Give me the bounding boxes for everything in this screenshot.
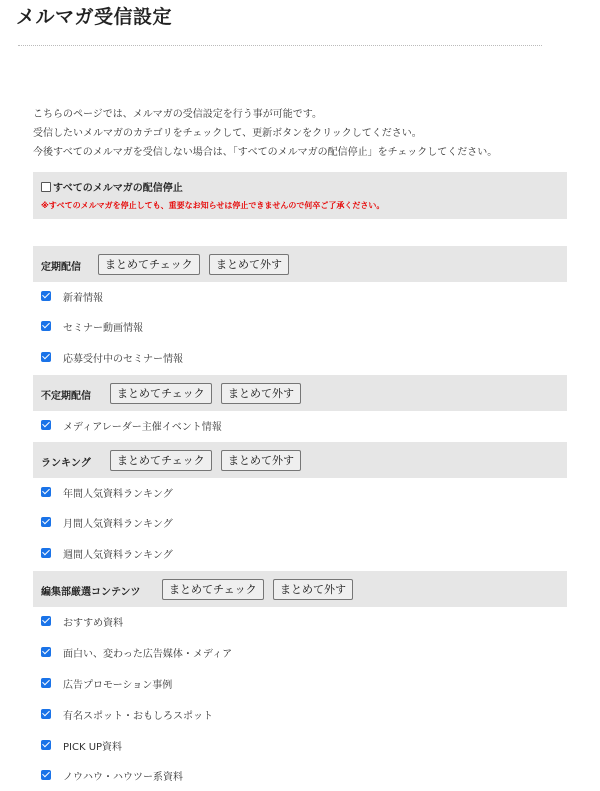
- check-all-button[interactable]: まとめてチェック: [98, 254, 200, 275]
- section-label: ランキング: [41, 458, 91, 469]
- intro-line: こちらのページでは、メルマガの受信設定を行う事が可能です。: [33, 109, 322, 120]
- section-header-regular: [33, 246, 567, 282]
- checkbox-item[interactable]: [41, 417, 222, 433]
- checkbox-item[interactable]: [41, 545, 173, 561]
- checkbox-item[interactable]: [41, 675, 172, 691]
- checkbox-item[interactable]: [41, 514, 173, 530]
- checkbox-label: 月間人気資料ランキング: [63, 518, 173, 530]
- checkbox-item[interactable]: [41, 706, 213, 722]
- check-all-button[interactable]: まとめてチェック: [110, 450, 212, 471]
- uncheck-all-button[interactable]: まとめて外す: [273, 579, 353, 600]
- checkbox-checked-icon[interactable]: [41, 678, 51, 688]
- stop-all-warning: ※すべてのメルマガを停止しても、重要なお知らせは停止できませんので何卒ご了承ください。: [41, 201, 385, 210]
- checkbox-label: メディアレーダー主催イベント情報: [63, 421, 222, 433]
- section-header-ranking: [33, 442, 567, 478]
- section-header-irregular: [33, 375, 567, 411]
- stop-all-option[interactable]: [41, 179, 183, 194]
- checkbox-label: 応募受付中のセミナー情報: [63, 353, 183, 365]
- uncheck-all-button[interactable]: まとめて外す: [221, 383, 301, 404]
- checkbox-label: 新着情報: [63, 292, 103, 304]
- checkbox-checked-icon[interactable]: [41, 420, 51, 430]
- stop-all-checkbox[interactable]: [41, 182, 51, 192]
- checkbox-label: 面白い、変わった広告媒体・メディア: [63, 648, 233, 660]
- checkbox-checked-icon[interactable]: [41, 517, 51, 527]
- checkbox-label: セミナー動画情報: [63, 322, 143, 334]
- section-label: 定期配信: [41, 262, 81, 273]
- checkbox-label: おすすめ資料: [63, 617, 124, 629]
- checkbox-checked-icon[interactable]: [41, 740, 51, 750]
- check-all-button[interactable]: まとめてチェック: [110, 383, 212, 404]
- checkbox-item[interactable]: [41, 737, 122, 753]
- intro-line: 受信したいメルマガのカテゴリをチェックして、更新ボタンをクリックしてください。: [33, 128, 422, 139]
- intro-text: [33, 105, 573, 162]
- checkbox-label: 広告プロモーション事例: [63, 679, 173, 691]
- checkbox-item[interactable]: [41, 767, 183, 783]
- stop-all-label: すべてのメルマガの配信停止: [53, 183, 183, 194]
- checkbox-item[interactable]: [41, 288, 103, 304]
- checkbox-label: ノウハウ・ハウツー系資料: [63, 771, 183, 783]
- check-all-button[interactable]: まとめてチェック: [162, 579, 264, 600]
- checkbox-item[interactable]: [41, 644, 232, 660]
- checkbox-checked-icon[interactable]: [41, 321, 51, 331]
- checkbox-checked-icon[interactable]: [41, 291, 51, 301]
- checkbox-checked-icon[interactable]: [41, 647, 51, 657]
- checkbox-label: 有名スポット・おもしろスポット: [63, 710, 213, 722]
- uncheck-all-button[interactable]: まとめて外す: [221, 450, 301, 471]
- checkbox-label: PICK UP資料: [63, 741, 123, 753]
- title-divider: [18, 45, 542, 46]
- checkbox-item[interactable]: [41, 613, 123, 629]
- checkbox-checked-icon[interactable]: [41, 770, 51, 780]
- checkbox-checked-icon[interactable]: [41, 616, 51, 626]
- section-label: 編集部厳選コンテンツ: [41, 587, 141, 598]
- page-title: メルマガ受信設定: [16, 6, 173, 28]
- checkbox-item[interactable]: [41, 318, 143, 334]
- checkbox-item[interactable]: [41, 349, 183, 365]
- checkbox-checked-icon[interactable]: [41, 487, 51, 497]
- intro-line: 今後すべてのメルマガを受信しない場合は、「すべてのメルマガの配信停止」をチェックしてください。: [33, 147, 498, 158]
- uncheck-all-button[interactable]: まとめて外す: [209, 254, 289, 275]
- section-label: 不定期配信: [41, 391, 91, 402]
- section-header-editors-pick: [33, 571, 567, 607]
- checkbox-checked-icon[interactable]: [41, 352, 51, 362]
- checkbox-label: 週間人気資料ランキング: [63, 549, 173, 561]
- checkbox-checked-icon[interactable]: [41, 709, 51, 719]
- checkbox-checked-icon[interactable]: [41, 548, 51, 558]
- checkbox-item[interactable]: [41, 484, 173, 500]
- checkbox-label: 年間人気資料ランキング: [63, 488, 173, 500]
- stop-all-panel: [33, 172, 567, 219]
